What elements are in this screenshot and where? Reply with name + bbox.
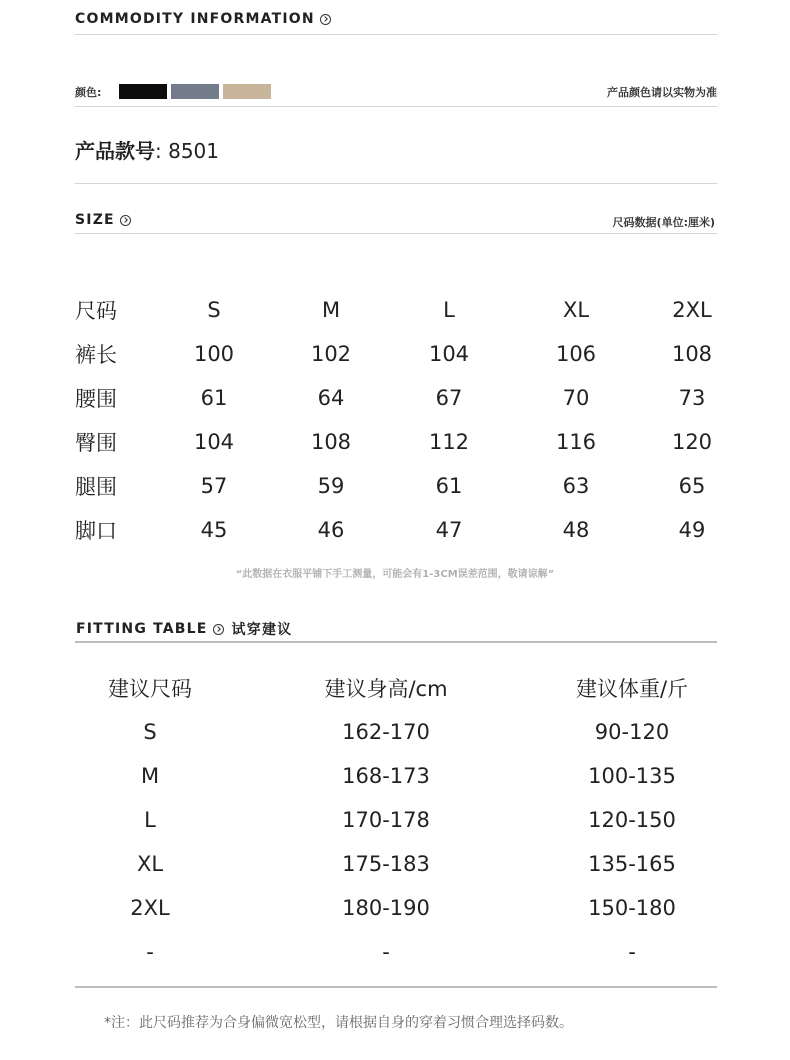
header-cell: M: [321, 298, 341, 322]
chevron-right-circle-icon: [120, 215, 131, 226]
table-cell: 150-180: [588, 896, 676, 920]
color-note: 产品颜色请以实物为准: [607, 86, 717, 99]
divider: [75, 233, 717, 234]
table-cell: 45: [200, 518, 228, 542]
table-cell: 168-173: [342, 764, 430, 788]
product-number: [75, 135, 219, 164]
table-cell: L: [144, 808, 156, 832]
table-row: [75, 842, 717, 886]
table-cell: 108: [310, 430, 352, 454]
table-cell: -: [628, 940, 636, 964]
table-row: [75, 886, 717, 930]
divider: [75, 986, 717, 988]
size-unit-note: 尺码数据(单位:厘米): [612, 216, 715, 229]
color-swatch-khaki[interactable]: [223, 84, 271, 99]
table-cell: 73: [678, 386, 706, 410]
measure-note: “此数据在衣服平铺下手工测量，可能会有1-3CM误差范围，敬请谅解”: [235, 569, 555, 580]
table-cell: 61: [200, 386, 228, 410]
header-cell: 尺码: [75, 299, 117, 323]
table-row: [75, 754, 717, 798]
size-table-header: [75, 288, 741, 332]
color-swatch-black[interactable]: [119, 84, 167, 99]
table-cell: 175-183: [342, 852, 430, 876]
table-cell: 116: [555, 430, 597, 454]
table-cell: -: [382, 940, 390, 964]
table-cell: 100-135: [588, 764, 676, 788]
table-cell: XL: [136, 852, 164, 876]
header-cell: 建议身高/cm: [324, 677, 448, 701]
divider: [75, 34, 717, 35]
row-label: 脚口: [75, 519, 117, 543]
table-cell: 170-178: [342, 808, 430, 832]
table-cell: -: [146, 940, 154, 964]
divider: [75, 183, 717, 184]
table-row: [75, 332, 741, 376]
table-row: [75, 464, 741, 508]
table-cell: 67: [435, 386, 463, 410]
chevron-right-circle-icon: [213, 624, 224, 635]
row-label: 腿围: [75, 475, 117, 499]
table-row: [75, 710, 717, 754]
chevron-right-circle-icon: [320, 14, 331, 25]
table-cell: 120-150: [588, 808, 676, 832]
table-row: [75, 420, 741, 464]
table-cell: 61: [435, 474, 463, 498]
fitting-table: [75, 666, 717, 974]
table-cell: 63: [562, 474, 590, 498]
table-cell: 100: [193, 342, 235, 366]
table-cell: 64: [317, 386, 345, 410]
header-cell: L: [443, 298, 455, 322]
table-cell: 180-190: [342, 896, 430, 920]
fitting-subtitle: 试穿建议: [231, 622, 293, 638]
color-label: 颜色:: [75, 86, 102, 99]
table-cell: 162-170: [342, 720, 430, 744]
table-cell: 108: [671, 342, 713, 366]
product-number-value: : 8501: [155, 139, 219, 163]
table-cell: 59: [317, 474, 345, 498]
header-cell: XL: [562, 298, 590, 322]
fitting-table-header: [75, 666, 717, 710]
divider: [75, 106, 717, 107]
divider: [75, 641, 717, 643]
table-cell: M: [140, 764, 160, 788]
table-row: [75, 930, 717, 974]
fitting-section-title: [76, 619, 292, 639]
table-cell: 65: [678, 474, 706, 498]
table-cell: 90-120: [594, 720, 670, 744]
table-cell: 135-165: [588, 852, 676, 876]
table-cell: 106: [555, 342, 597, 366]
header-cell: 建议体重/斤: [575, 677, 689, 701]
table-cell: 120: [671, 430, 713, 454]
table-cell: 46: [317, 518, 345, 542]
size-section-title: [75, 212, 131, 228]
color-swatch-gray[interactable]: [171, 84, 219, 99]
header-cell: S: [207, 298, 221, 322]
footer-note: *注：此尺码推荐为合身偏微宽松型，请根据自身的穿着习惯合理选择码数。: [104, 1015, 573, 1031]
row-label: 裤长: [75, 343, 117, 367]
table-cell: 48: [562, 518, 590, 542]
row-label: 臀围: [75, 431, 117, 455]
row-label: 腰围: [75, 387, 117, 411]
table-cell: 57: [200, 474, 228, 498]
table-cell: 112: [428, 430, 470, 454]
commodity-section-title: [75, 11, 331, 27]
table-cell: 102: [310, 342, 352, 366]
header-cell: 2XL: [672, 298, 712, 322]
table-cell: S: [143, 720, 157, 744]
fitting-title-text: FITTING TABLE: [76, 621, 208, 637]
table-row: [75, 376, 741, 420]
table-cell: 104: [193, 430, 235, 454]
size-table: [75, 288, 741, 552]
product-number-label: 产品款号: [75, 139, 155, 163]
table-cell: 2XL: [130, 896, 170, 920]
table-cell: 47: [435, 518, 463, 542]
header-cell: 建议尺码: [108, 677, 192, 701]
commodity-title-text: COMMODITY INFORMATION: [75, 11, 315, 27]
table-cell: 49: [678, 518, 706, 542]
table-row: [75, 798, 717, 842]
table-row: [75, 508, 741, 552]
table-cell: 70: [562, 386, 590, 410]
size-title-text: SIZE: [75, 212, 115, 228]
table-cell: 104: [428, 342, 470, 366]
